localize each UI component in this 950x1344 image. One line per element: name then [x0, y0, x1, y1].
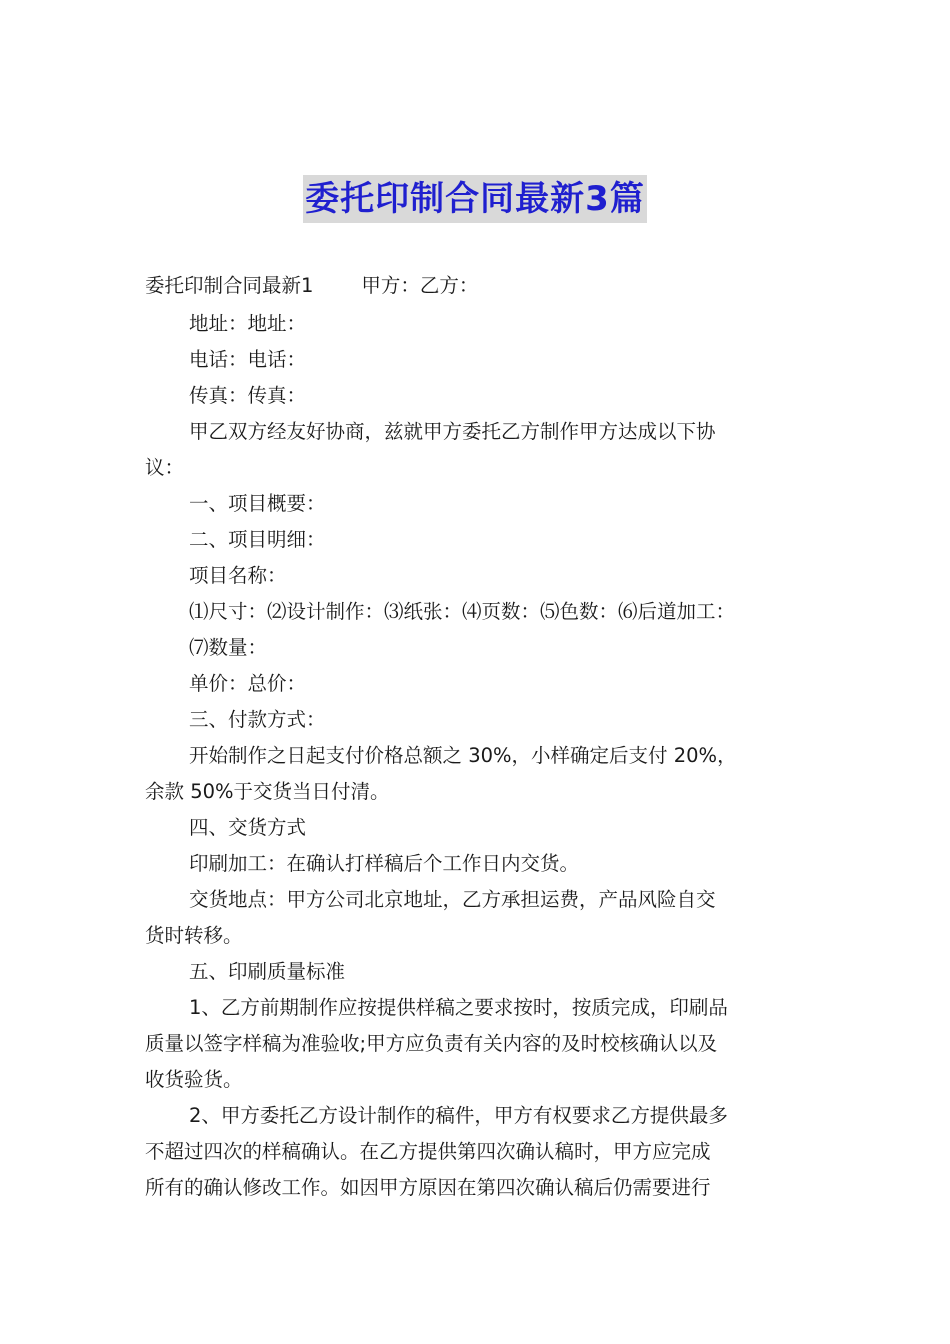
paragraph-line: 议：: [145, 456, 185, 479]
section-heading: 五、印刷质量标准: [189, 960, 346, 983]
paragraph-line: 印刷加工：在确认打样稿后个工作日内交货。: [189, 852, 580, 875]
paragraph-line: 电话：电话：: [189, 348, 307, 371]
paragraph-line: 不超过四次的样稿确认。在乙方提供第四次确认稿时，甲方应完成: [145, 1140, 711, 1163]
paragraph-line: 项目名称：: [189, 564, 287, 587]
title-container: [0, 175, 950, 223]
section-heading: 四、交货方式: [189, 816, 307, 839]
heading-line: [145, 268, 810, 304]
paragraph-line: ⑺数量：: [189, 636, 268, 659]
paragraph-line: 货时转移。: [145, 924, 243, 947]
paragraph-line: 地址：地址：: [189, 312, 307, 335]
paragraph-line: 所有的确认修改工作。如因甲方原因在第四次确认稿后仍需要进行: [145, 1176, 711, 1199]
paragraph-line: 开始制作之日起支付价格总额之 30%，小样确定后支付 20%，: [189, 744, 737, 767]
paragraph-line: 收货验货。: [145, 1068, 243, 1091]
paragraph-line: 单价：总价：: [189, 672, 307, 695]
paragraph-line: 余款 50%于交货当日付清。: [145, 780, 390, 803]
paragraph-line: ⑴尺寸：⑵设计制作：⑶纸张：⑷页数：⑸色数：⑹后道加工：: [189, 600, 736, 623]
document-title: 委托印制合同最新3篇: [303, 175, 647, 223]
paragraph-line: 传真：传真：: [189, 384, 307, 407]
contract-subtitle: 委托印制合同最新1: [145, 274, 314, 297]
document-body: [145, 268, 810, 1206]
paragraph-line: 1、乙方前期制作应按提供样稿之要求按时，按质完成，印刷品: [189, 996, 728, 1019]
section-heading: 三、付款方式：: [189, 708, 326, 731]
paragraph-line: 质量以签字样稿为准验收;甲方应负责有关内容的及时校核确认以及: [145, 1032, 718, 1055]
paragraph-line: 2、甲方委托乙方设计制作的稿件，甲方有权要求乙方提供最多: [189, 1104, 728, 1127]
parties-label: 甲方：乙方：: [361, 274, 479, 297]
paragraph-line: 交货地点：甲方公司北京地址，乙方承担运费，产品风险自交: [189, 888, 716, 911]
paragraph-line: 甲乙双方经友好协商，兹就甲方委托乙方制作甲方达成以下协: [189, 420, 716, 443]
section-heading: 二、项目明细：: [189, 528, 326, 551]
section-heading: 一、项目概要：: [189, 492, 326, 515]
